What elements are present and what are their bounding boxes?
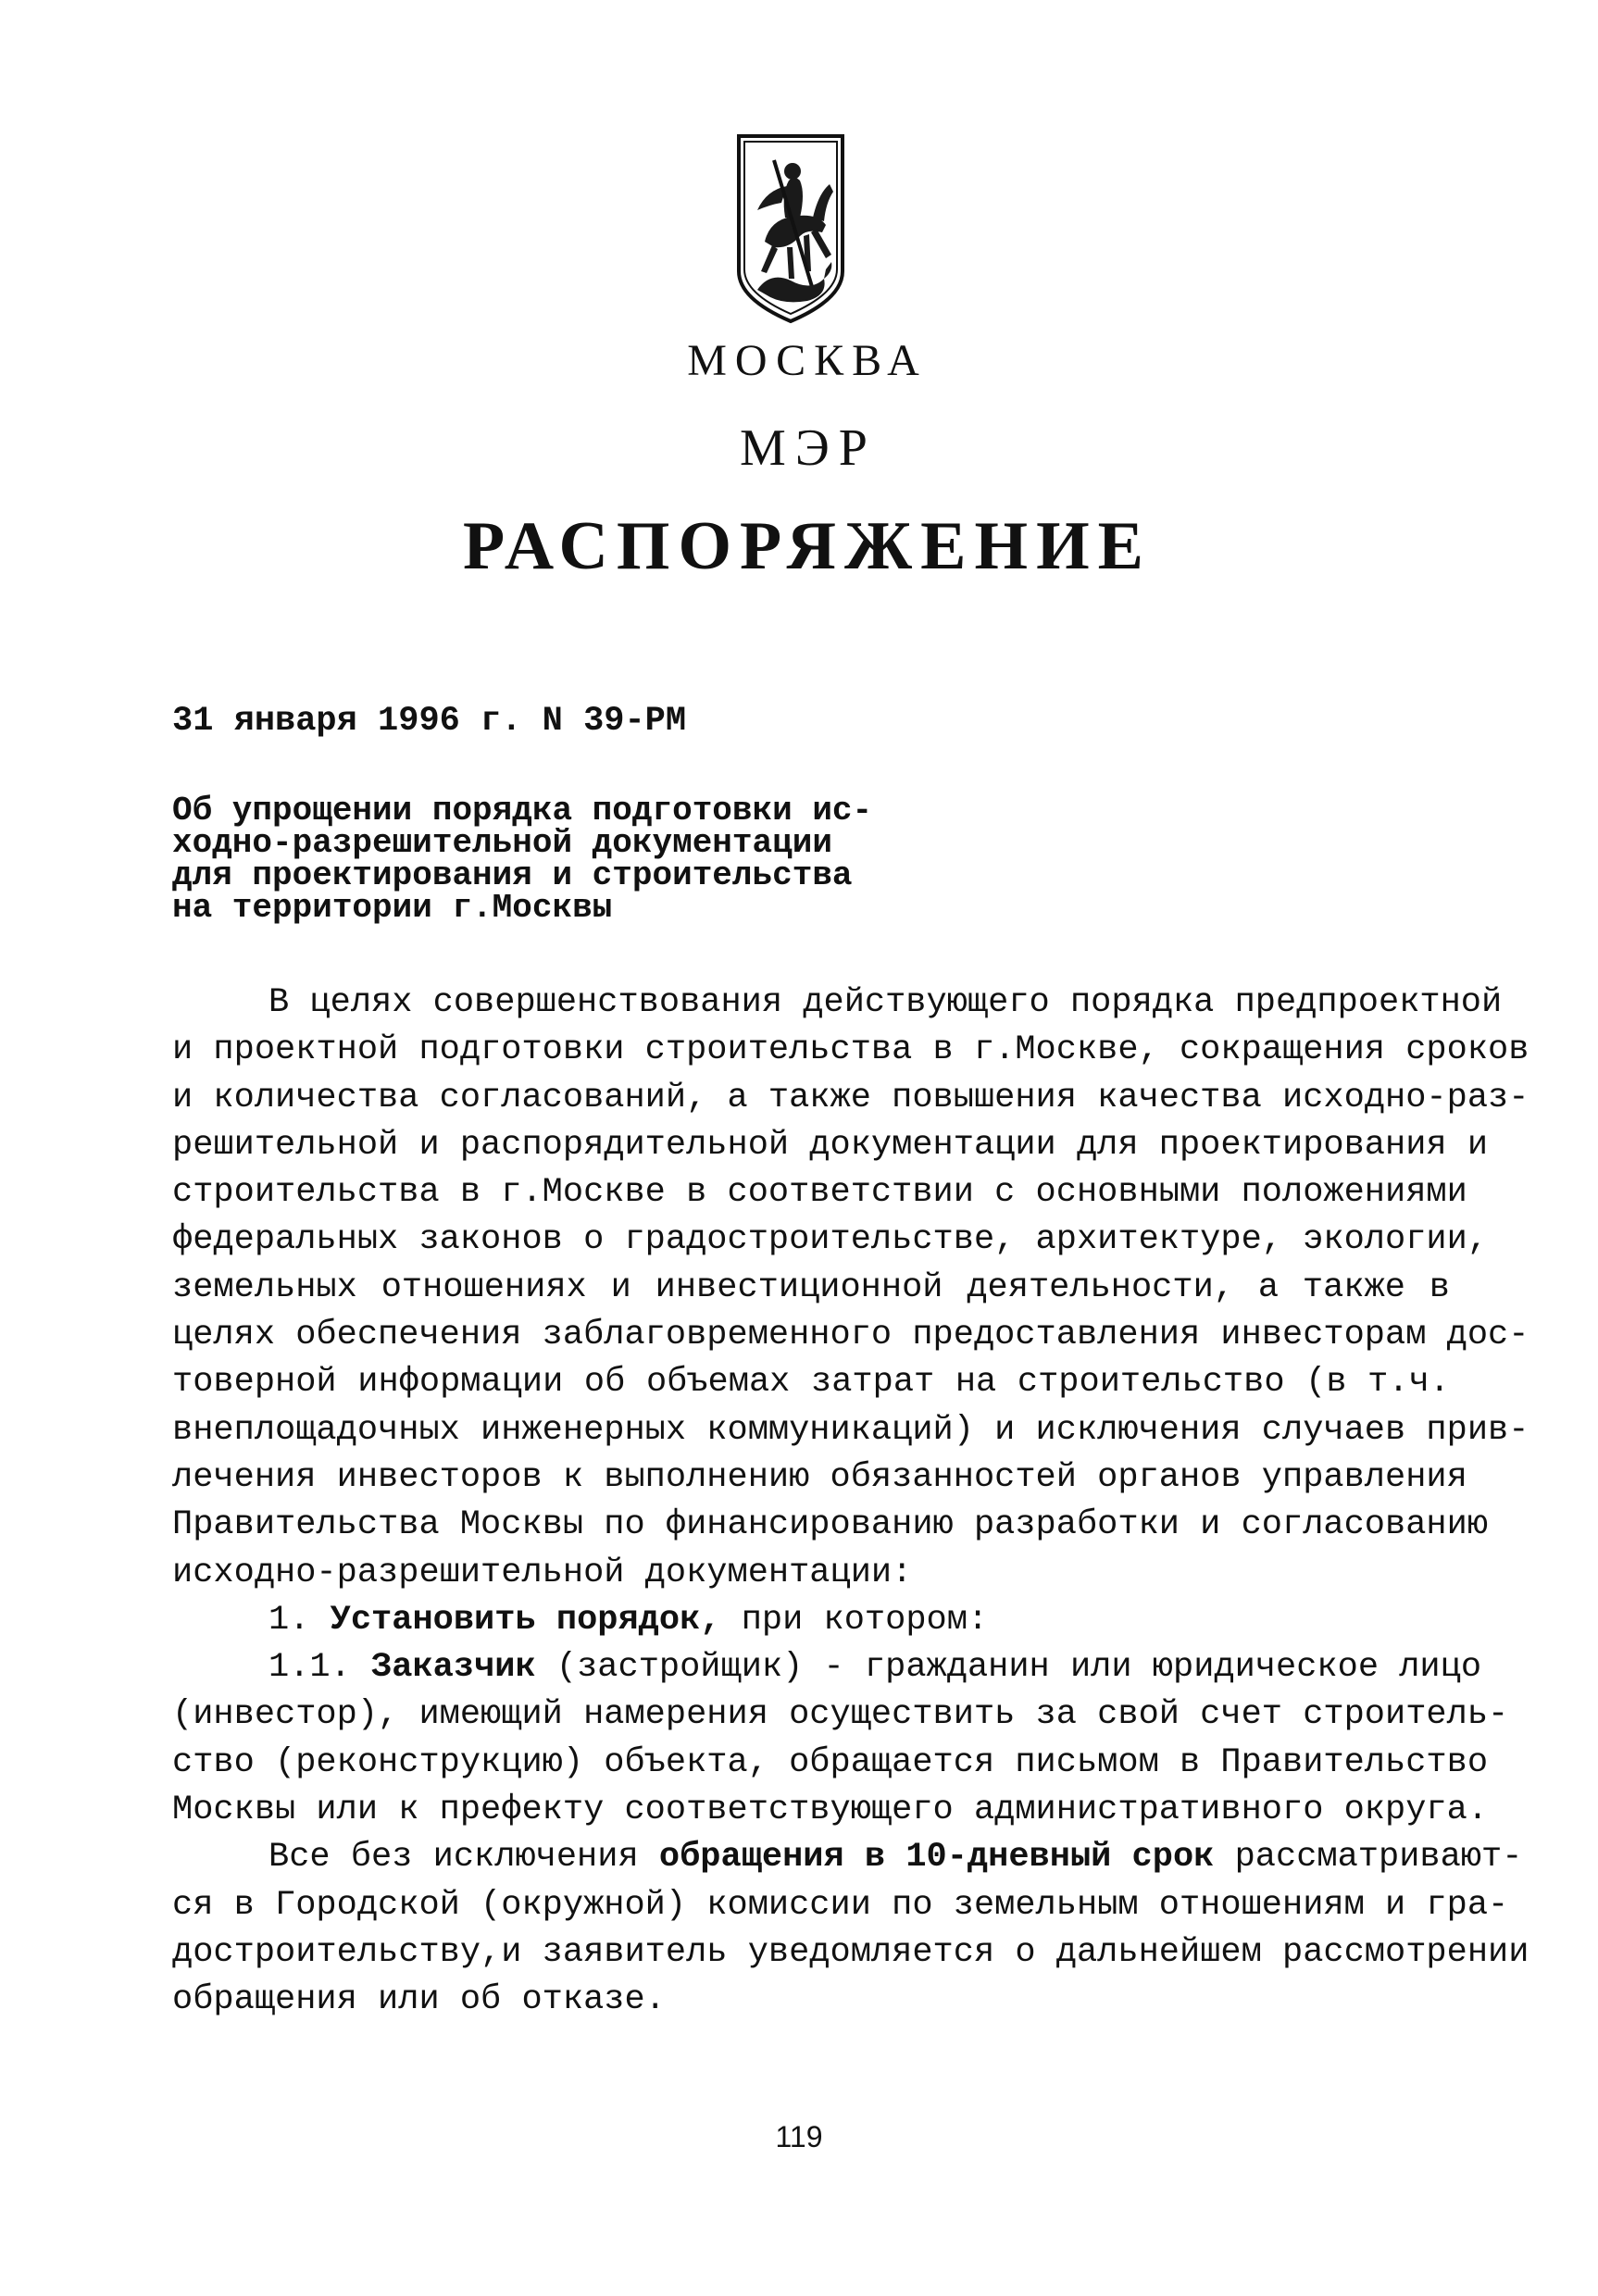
item-1-bold: Установить порядок,	[330, 1600, 721, 1640]
body-line: федеральных законов о градостроительстве, архитектуре, экологии,	[172, 1220, 1489, 1260]
paragraph-2	[172, 1834, 1523, 1881]
item-1-1-text: (застройщик) - гражданин или юридическое лицо	[535, 1648, 1482, 1688]
body-line: (инвестор), имеющий намерения осуществить за свой счет строитель-	[172, 1695, 1509, 1735]
mayor-title: МЭР	[740, 419, 877, 477]
subject-line: для проектирования и строительства	[172, 856, 853, 894]
body-line: ся в Городской (окружной) комиссии по земельным отношениям и гра-	[172, 1885, 1509, 1925]
document-type-title: РАСПОРЯЖЕНИЕ	[462, 508, 1152, 584]
subject-line: на территории г.Москвы	[172, 889, 613, 927]
paragraph-2-pre: Все без исключения	[268, 1838, 659, 1878]
subject-line: Об упрощении порядка подготовки ис-	[172, 792, 873, 830]
body-line: обращения или об отказе.	[172, 1980, 666, 2020]
item-1-text: при котором:	[720, 1600, 989, 1640]
body-line: строительства в г.Москве в соответствии с основными положениями	[172, 1173, 1467, 1213]
body-line: целях обеспечения заблаговременного предоставления инвесторам дос-	[172, 1316, 1529, 1355]
body-line: и проектной подготовки строительства в г.Москве, сокращения сроков	[172, 1030, 1529, 1070]
body-line: и количества согласований, а также повышения качества исходно-раз-	[172, 1078, 1529, 1117]
paragraph-2-rest: рассматривают-	[1214, 1838, 1523, 1878]
body-line: решительной и распорядительной документации для проектирования и	[172, 1125, 1489, 1165]
body-line: Правительства Москвы по финансированию разработки и согласованию	[172, 1505, 1489, 1545]
body-line: внеплощадочных инженерных коммуникаций) и исключения случаев прив-	[172, 1410, 1529, 1450]
body-line: Москвы или к префекту соответствующего административного округа.	[172, 1791, 1489, 1830]
body-line: достроительству,и заявитель уведомляется о дальнейшем рассмотрении	[172, 1932, 1529, 1972]
page-number: 119	[775, 2120, 823, 2153]
body-line: В целях совершенствования действующего порядка предпроектной	[268, 983, 1503, 1022]
item-1-number: 1.	[268, 1600, 331, 1640]
body-line: лечения инвесторов к выполнению обязанностей органов управления	[172, 1457, 1467, 1497]
moscow-coat-of-arms-icon	[733, 132, 848, 325]
document-body	[172, 980, 1529, 2025]
body-line: товерной информации об объемах затрат на строительство (в т.ч.	[172, 1363, 1450, 1403]
document-subject	[172, 792, 876, 927]
item-1-1-number: 1.1.	[268, 1648, 372, 1688]
body-line: исходно-разрешительной документации:	[172, 1553, 913, 1592]
body-line: ство (реконструкцию) объекта, обращается письмом в Правительство	[172, 1742, 1489, 1782]
item-1-1-bold: Заказчик	[371, 1648, 536, 1688]
subject-line: ходно-разрешительной документации	[172, 824, 832, 862]
body-line: земельных отношениях и инвестиционной деятельности, а также в	[172, 1267, 1450, 1307]
city-title: МОСКВА	[687, 336, 928, 385]
item-1-1	[172, 1644, 1482, 1691]
item-1	[172, 1597, 1450, 1644]
document-date-number: 31 января 1996 г. N 39-РМ	[172, 702, 687, 741]
paragraph-2-bold: обращения в 10-дневный срок	[658, 1838, 1215, 1878]
